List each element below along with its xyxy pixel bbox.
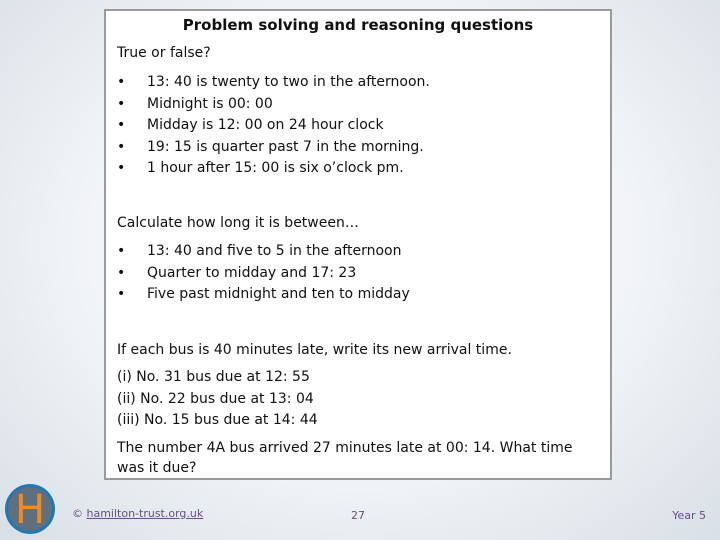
list-item-text: Quarter to midday and 17: 23 [147, 265, 357, 281]
list-item [117, 117, 384, 133]
list-item [117, 265, 356, 281]
copyright-notice [72, 507, 203, 520]
list-item [117, 286, 410, 302]
year-label: Year 5 [672, 509, 706, 522]
logo-letter: H [14, 487, 46, 533]
list-item-text: 1 hour after 15: 00 is six o’clock pm. [147, 160, 404, 176]
list-item [117, 74, 430, 90]
duration-heading: Calculate how long it is between… [117, 215, 359, 231]
bullet: • [117, 286, 126, 302]
list-item-text: Midday is 12: 00 on 24 hour clock [147, 117, 384, 133]
bullet: • [117, 74, 126, 90]
list-item-text: 13: 40 is twenty to two in the afternoon. [147, 74, 430, 90]
bullet: • [117, 117, 126, 133]
bus-item: (iii) No. 15 bus due at 14: 44 [117, 412, 318, 428]
list-item [117, 243, 401, 259]
bus-item: (ii) No. 22 bus due at 13: 04 [117, 391, 314, 407]
page-number: 27 [351, 509, 365, 522]
bullet: • [117, 96, 126, 112]
bus-due-question: The number 4A bus arrived 27 minutes late at 00: 14. What time was it due? [117, 440, 573, 476]
worksheet-title: Problem solving and reasoning questions [182, 16, 534, 34]
bullet: • [117, 139, 126, 155]
true-false-heading: True or false? [117, 45, 211, 61]
list-item-text: 13: 40 and five to 5 in the afternoon [147, 243, 402, 259]
bus-late-heading: If each bus is 40 minutes late, write its new arrival time. [117, 342, 512, 358]
list-item-text: 19: 15 is quarter past 7 in the morning. [147, 139, 424, 155]
bullet: • [117, 243, 126, 259]
list-item [117, 96, 273, 112]
bullet: • [117, 265, 126, 281]
hamilton-trust-link[interactable]: hamilton-trust.org.uk [86, 507, 204, 520]
bullet: • [117, 160, 126, 176]
list-item-text: Midnight is 00: 00 [147, 96, 273, 112]
list-item-text: Five past midnight and ten to midday [147, 286, 410, 302]
bus-item: (i) No. 31 bus due at 12: 55 [117, 369, 310, 385]
hamilton-logo-icon [4, 483, 56, 535]
copyright-symbol: © [72, 507, 83, 520]
list-item [117, 139, 424, 155]
list-item [117, 160, 404, 176]
worksheet-card [104, 9, 612, 480]
